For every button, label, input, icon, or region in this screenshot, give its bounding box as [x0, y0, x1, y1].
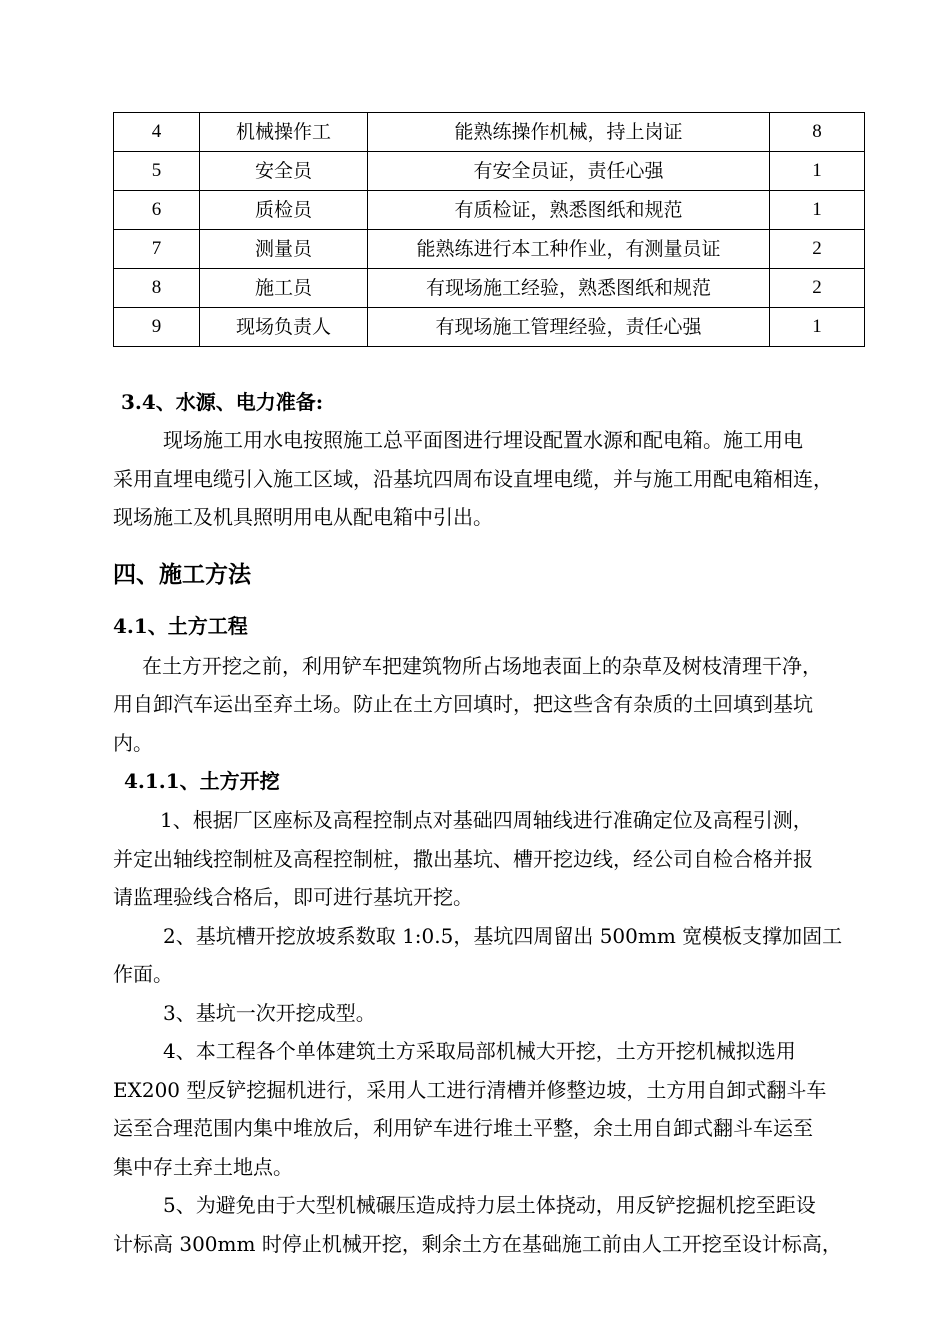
requirement-cell: 有质检证，熟悉图纸和规范 [368, 191, 770, 230]
count-cell: 1 [770, 308, 865, 347]
requirement-cell: 能熟练操作机械，持上岗证 [368, 113, 770, 152]
row-number: 7 [114, 230, 200, 269]
paragraph-line: 运至合理范围内集中堆放后，利用铲车进行堆土平整，余土用自卸式翻斗车运至 [113, 1116, 813, 1140]
staff-table [113, 112, 865, 347]
paragraph-line: 作面。 [113, 962, 173, 986]
paragraph-line: 请监理验线合格后，即可进行基坑开挖。 [113, 885, 473, 909]
row-number: 4 [114, 113, 200, 152]
paragraph-line: 现场施工及机具照明用电从配电箱中引出。 [113, 505, 493, 529]
paragraph-line: 采用直埋电缆引入施工区域，沿基坑四周布设直埋电缆，并与施工用配电箱相连， [113, 467, 833, 491]
count-cell: 2 [770, 230, 865, 269]
paragraph-line: 3、基坑一次开挖成型。 [163, 1001, 376, 1025]
count-cell: 2 [770, 269, 865, 308]
requirement-cell: 有现场施工经验，熟悉图纸和规范 [368, 269, 770, 308]
requirement-cell: 能熟练进行本工种作业，有测量员证 [368, 230, 770, 269]
requirement-cell: 有安全员证，责任心强 [368, 152, 770, 191]
paragraph-line: 计标高 300mm 时停止机械开挖，剩余土方在基础施工前由人工开挖至设计标高， [113, 1232, 842, 1256]
paragraph-line: 5、为避免由于大型机械碾压造成持力层土体挠动，用反铲挖掘机挖至距设 [163, 1193, 816, 1217]
section-3-4-heading: 3.4、水源、电力准备: [121, 390, 324, 414]
section-4-heading: 四、施工方法 [113, 561, 251, 588]
table-row [114, 113, 865, 152]
table-row [114, 191, 865, 230]
table-row [114, 308, 865, 347]
role-cell: 施工员 [200, 269, 368, 308]
paragraph-line: 并定出轴线控制桩及高程控制桩，撒出基坑、槽开挖边线，经公司自检合格并报 [113, 847, 813, 871]
paragraph-line: 用自卸汽车运出至弃土场。防止在土方回填时，把这些含有杂质的土回填到基坑 [113, 692, 813, 716]
row-number: 8 [114, 269, 200, 308]
paragraph-line: 现场施工用水电按照施工总平面图进行埋设配置水源和配电箱。施工用电 [163, 428, 803, 452]
paragraph-line: 4、本工程各个单体建筑土方采取局部机械大开挖，土方开挖机械拟选用 [163, 1039, 796, 1063]
count-cell: 8 [770, 113, 865, 152]
row-number: 5 [114, 152, 200, 191]
section-4-1-heading: 4.1、土方工程 [113, 614, 248, 638]
paragraph-line: 1、根据厂区座标及高程控制点对基础四周轴线进行准确定位及高程引测， [160, 808, 813, 832]
role-cell: 现场负责人 [200, 308, 368, 347]
paragraph-line: 2、基坑槽开挖放坡系数取 1:0.5，基坑四周留出 500mm 宽模板支撑加固工 [163, 924, 843, 948]
paragraph-line: 在土方开挖之前，利用铲车把建筑物所占场地表面上的杂草及树枝清理干净， [142, 654, 822, 678]
table-row [114, 230, 865, 269]
role-cell: 安全员 [200, 152, 368, 191]
role-cell: 质检员 [200, 191, 368, 230]
table-row [114, 152, 865, 191]
requirement-cell: 有现场施工管理经验，责任心强 [368, 308, 770, 347]
role-cell: 机械操作工 [200, 113, 368, 152]
paragraph-line: 内。 [113, 731, 153, 755]
role-cell: 测量员 [200, 230, 368, 269]
count-cell: 1 [770, 152, 865, 191]
row-number: 6 [114, 191, 200, 230]
section-4-1-1-heading: 4.1.1、土方开挖 [124, 769, 280, 793]
row-number: 9 [114, 308, 200, 347]
table-row [114, 269, 865, 308]
paragraph-line: 集中存土弃土地点。 [113, 1155, 293, 1179]
paragraph-line: EX200 型反铲挖掘机进行，采用人工进行清槽并修整边坡，土方用自卸式翻斗车 [113, 1078, 827, 1102]
count-cell: 1 [770, 191, 865, 230]
